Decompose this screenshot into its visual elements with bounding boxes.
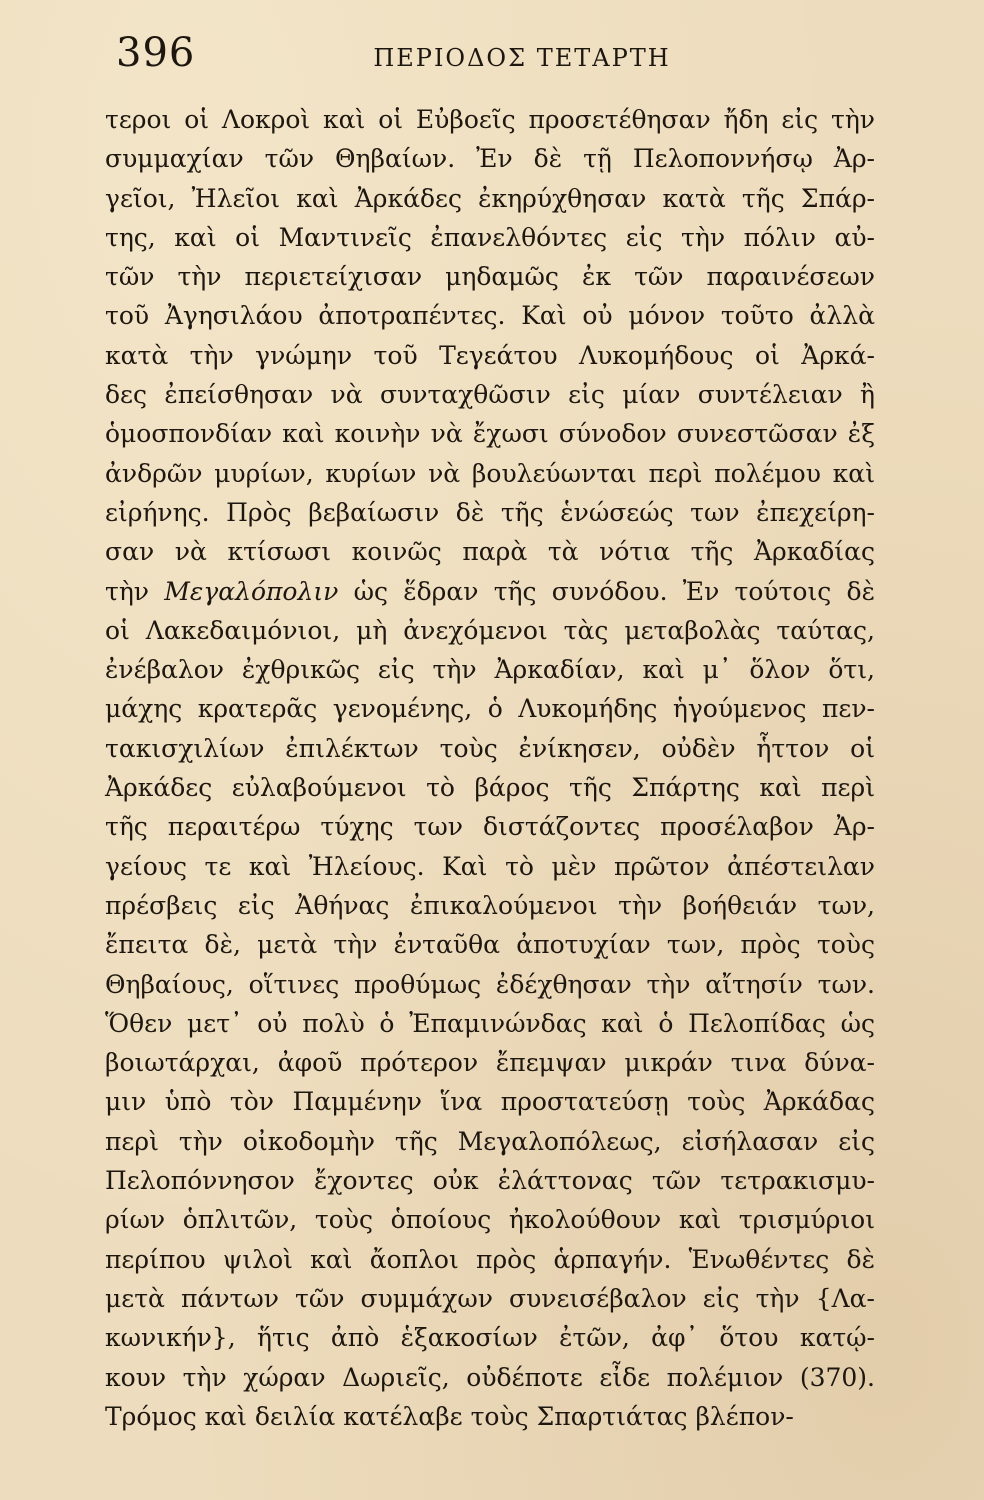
text-line: βοιωτάρχαι, ἀφοῦ πρότερον ἔπεμψαν μικράν τινα δύνα- [105,1048,875,1078]
text-line: μάχης κρατερᾶς γενομένης, ὁ Λυκομήδης ἡγούμενος πεν- [105,694,875,724]
text-line: της, καὶ οἱ Μαντινεῖς ἐπανελθόντες εἰς τὴν πόλιν αὐ- [105,222,875,252]
text-line: γεῖοι, Ἠλεῖοι καὶ Ἀρκάδες ἐκηρύχθησαν κατὰ τῆς Σπάρ- [105,183,875,213]
text-line: εἰρήνης. Πρὸς βεβαίωσιν δὲ τῆς ἑνώσεώς των ἐπεχείρη- [105,497,875,527]
text-line: περίπου ψιλοὶ καὶ ἄοπλοι πρὸς ἁρπαγήν. Ἑνωθέντες δὲ [105,1244,875,1274]
text-line: μετὰ πάντων τῶν συμμάχων συνεισέβαλον εἰς τὴν {Λα- [105,1283,875,1313]
text-line: κατὰ τὴν γνώμην τοῦ Τεγεάτου Λυκομήδους οἱ Ἀρκά- [105,340,875,370]
page-number: 396 [116,30,196,76]
text-line: κωνικήν}, ἥτις ἀπὸ ἑξακοσίων ἐτῶν, ἀφ᾽ ὅτου κατῴ- [105,1323,875,1353]
text-line: ἀνδρῶν μυρίων, κυρίων νὰ βουλεύωνται περὶ πολέμου καὶ [105,458,875,488]
text-line: συμμαχίαν τῶν Θηβαίων. Ἐν δὲ τῇ Πελοποννήσῳ Ἀρ- [105,144,875,174]
text-line: Θηβαίους, οἵτινες προθύμως ἐδέχθησαν τὴν αἴτησίν των. [105,969,875,999]
text-line: Ἀρκάδες εὐλαβούμενοι τὸ βάρος τῆς Σπάρτης καὶ περὶ [105,773,875,803]
text-line: πρέσβεις εἰς Ἀθήνας ἐπικαλούμενοι τὴν βοήθειάν των, [105,890,875,920]
text-line: οἱ Λακεδαιμόνιοι, μὴ ἀνεχόμενοι τὰς μεταβολὰς ταύτας, [105,615,875,645]
text-line: ἐνέβαλον ἐχθρικῶς εἰς τὴν Ἀρκαδίαν, καὶ μ᾽ ὅλον ὅτι, [105,655,875,685]
text-line: Πελοπόννησον ἔχοντες οὐκ ἐλάττονας τῶν τετρακισμυ- [105,1166,875,1196]
text-line: τὴν Μεγαλόπολιν ὡς ἕδραν τῆς συνόδου. Ἐν τούτοις δὲ [105,576,876,606]
text-line: τοῦ Ἀγησιλάου ἀποτραπέντες. Καὶ οὐ μόνον τοῦτο ἀλλὰ [105,301,875,331]
text-line: σαν νὰ κτίσωσι κοινῶς παρὰ τὰ νότια τῆς Ἀρκαδίας [105,537,875,567]
text-line: ὁμοσπονδίαν καὶ κοινὴν νὰ ἔχωσι σύνοδον συνεστῶσαν ἐξ [105,419,875,449]
text-line: ἔπειτα δὲ, μετὰ τὴν ἐνταῦθα ἀποτυχίαν των, πρὸς τοὺς [105,930,875,960]
text-line: δες ἐπείσθησαν νὰ συνταχθῶσιν εἰς μίαν συντέλειαν ἢ [105,380,875,410]
text-line: Ὅθεν μετ᾽ οὐ πολὺ ὁ Ἐπαμινώνδας καὶ ὁ Πελοπίδας ὡς [105,1008,875,1038]
text-line: περὶ τὴν οἰκοδομὴν τῆς Μεγαλοπόλεως, εἰσήλασαν εἰς [105,1126,875,1156]
text-line: τῆς περαιτέρω τύχης των διστάζοντες προσέλαβον Ἀρ- [105,812,875,842]
text-line: τακισχιλίων ἐπιλέκτων τοὺς ἐνίκησεν, οὐδὲν ἧττον οἱ [105,733,875,763]
text-line: ρίων ὁπλιτῶν, τοὺς ὁποίους ἠκολούθουν καὶ τρισμύριοι [105,1205,875,1235]
text-line: τῶν τὴν περιετείχισαν μηδαμῶς ἐκ τῶν παραινέσεων [105,262,875,292]
text-line: μιν ὑπὸ τὸν Παμμένην ἵνα προστατεύσῃ τοὺς Ἀρκάδας [105,1087,875,1117]
text-line: τεροι οἱ Λοκροὶ καὶ οἱ Εὐβοεῖς προσετέθησαν ἤδη εἰς τὴν [105,105,875,134]
text-line: Τρόμος καὶ δειλία κατέλαβε τοὺς Σπαρτιάτας βλέπον- [105,1401,794,1431]
text-line: γείους τε καὶ Ἠλείους. Καὶ τὸ μὲν πρῶτον ἀπέστειλαν [105,851,875,881]
body-text [105,100,875,1436]
text-line: κουν τὴν χώραν Δωριεῖς, οὐδέποτε εἶδε πολέμιον (370). [105,1362,875,1392]
running-title: ΠΕΡΙΟΔΟΣ ΤΕΤΑΡΤΗ [373,44,671,72]
